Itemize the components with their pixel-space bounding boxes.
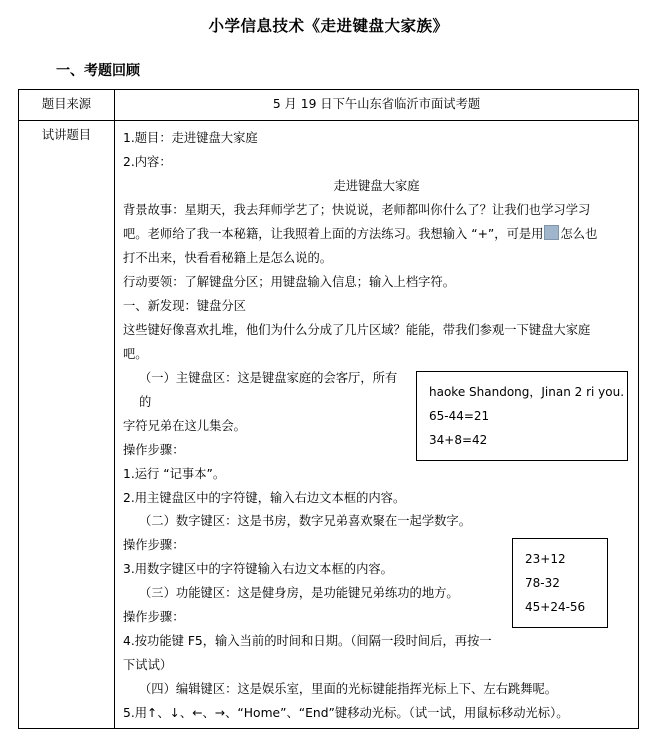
content-line: 操作步骤：: [123, 538, 185, 553]
page-title: 小学信息技术《走进键盘大家族》: [208, 17, 449, 35]
content-line: （二）数字键区：这是书房，数字兄弟喜欢聚在一起学数字。: [139, 514, 472, 529]
key-icon: [544, 225, 559, 240]
text-box-line: 34+8=42: [429, 432, 488, 447]
text-box-line: 65-44=21: [429, 408, 490, 423]
document-page: [0, 14, 657, 751]
section-heading: 一、考题回顾: [56, 63, 140, 79]
content-line: （一）主键盘区：这是键盘家庭的会客厅，所有的: [139, 370, 398, 409]
text-box-sample-2: [512, 538, 608, 628]
lesson-label: 试讲题目: [19, 120, 115, 728]
content-line: 一、新发现：键盘分区: [123, 298, 246, 313]
content-line: 3.用数字键区中的字符键输入右边文本框的内容。: [123, 562, 393, 577]
content-line: （三）功能键区：这是健身房，是功能键兄弟练功的地方。: [139, 586, 459, 601]
content-line: 2.内容：: [123, 154, 172, 169]
content-line: 操作步骤：: [123, 442, 185, 457]
content-line: 吧。: [123, 346, 148, 361]
content-line: 字符兄弟在这儿集会。: [123, 418, 246, 433]
content-line-part: 吧。老师给了我一本秘籍，让我照着上面的方法练习。我想输入 “+”，可是用: [123, 226, 544, 241]
text-box-line: haoke Shandong，Jinan 2 ri you.: [429, 384, 625, 399]
content-line: 5.用↑、↓、←、→、“Home”、“End”键移动光标。（试一试，用鼠标移动光标）。: [123, 706, 569, 721]
text-box-line: 23+12: [525, 552, 566, 567]
exam-table: [18, 89, 639, 729]
content-line: （四）编辑键区：这是娱乐室，里面的光标键能指挥光标上下、左右跳舞呢。: [139, 682, 558, 697]
content-line: 2.用主键盘区中的字符键，输入右边文本框的内容。: [123, 490, 406, 505]
content-subtitle: 走进键盘大家庭: [333, 178, 420, 193]
content-line-part: 怎么也: [560, 226, 598, 241]
content-line: 1.运行 “记事本”。: [123, 466, 226, 481]
source-value: 5 月 19 日下午山东省临沂市面试考题: [115, 90, 639, 121]
text-box-sample-1: [416, 371, 628, 461]
lesson-content: [115, 120, 639, 728]
content-line: 操作步骤：: [123, 610, 185, 625]
table-row: [19, 90, 639, 121]
table-row: [19, 120, 639, 728]
content-line: 这些键好像喜欢扎堆，他们为什么分成了几片区域？能能，带我们参观一下键盘大家庭: [123, 322, 591, 337]
source-label: 题目来源: [19, 90, 115, 121]
content-line: 背景故事：星期天，我去拜师学艺了；快说说，老师都叫你什么了？让我们也学习学习: [123, 202, 591, 217]
content-line: 打不出来，快看看秘籍上是怎么说的。: [123, 250, 333, 265]
content-line: 行动要领：了解键盘分区；用键盘输入信息；输入上档字符。: [123, 274, 456, 289]
content-line-with-key: [123, 223, 630, 247]
text-box-line: 78-32: [525, 576, 560, 591]
text-box-line: 45+24-56: [525, 600, 586, 615]
content-line: 4.按功能键 F5，输入当前的时间和日期。（间隔一段时间后，再按一下试试）: [123, 634, 492, 673]
content-line: 1.题目：走进键盘大家庭: [123, 130, 258, 145]
